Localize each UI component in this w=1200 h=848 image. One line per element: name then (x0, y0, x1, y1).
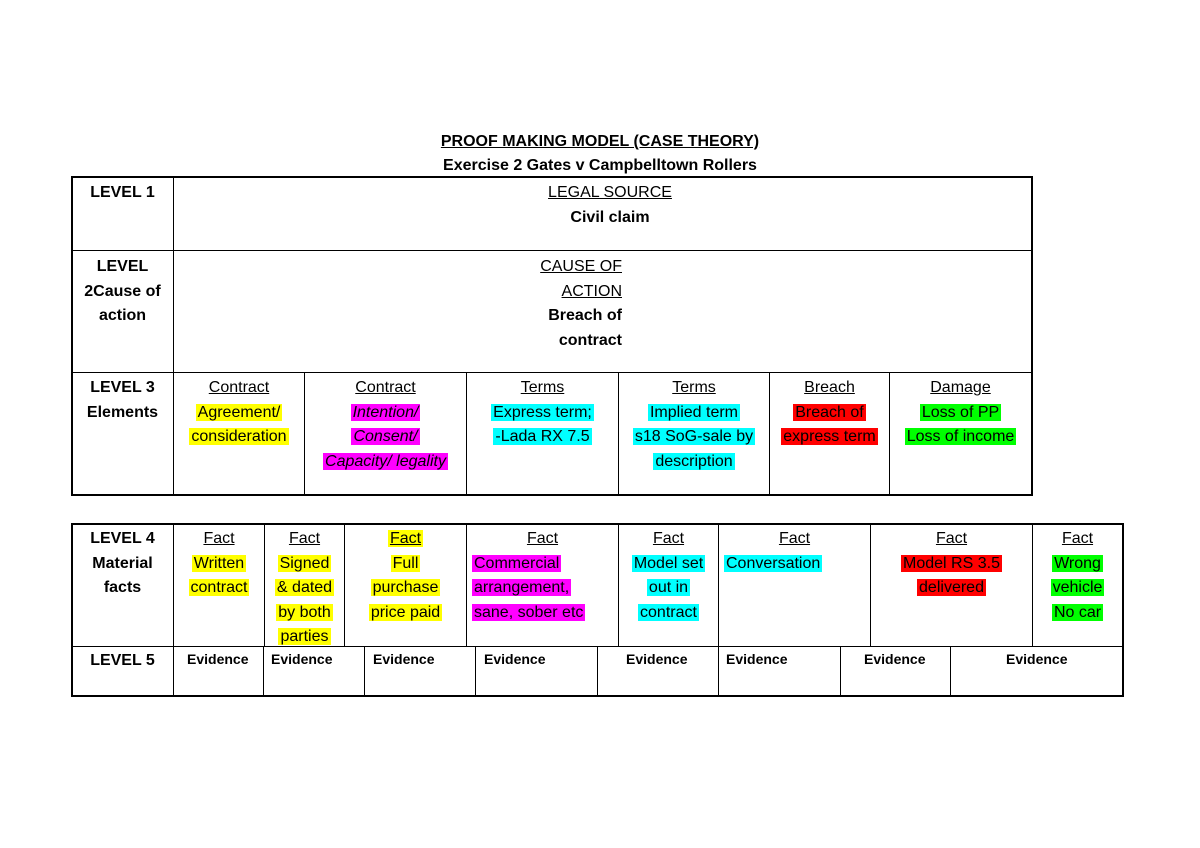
level2-value: Breach of (548, 307, 622, 324)
element-heading: Terms (520, 379, 565, 396)
element-text: Capacity/ legality (325, 452, 446, 470)
element-cell (619, 376, 769, 474)
element-text: Loss of PP (921, 403, 1000, 421)
level4-label-line: facts (103, 579, 142, 596)
fact-heading: Fact (203, 530, 235, 547)
fact-cell (619, 527, 718, 625)
level5-label: LEVEL 5 (90, 652, 155, 669)
element-text: Express term; (493, 403, 592, 421)
element-cell (770, 376, 889, 450)
fact-cell (871, 527, 1032, 601)
level4-label-line: Material (92, 554, 153, 572)
element-cell (890, 376, 1031, 450)
element-text: -Lada RX 7.5 (495, 428, 590, 445)
fact-heading: Fact (526, 530, 559, 547)
level2-content (502, 255, 622, 353)
element-text: consideration (191, 428, 287, 445)
element-cell (467, 376, 618, 450)
element-text: Implied term (649, 403, 739, 421)
fact-heading: Fact (389, 530, 422, 547)
fact-text: Model set (633, 554, 704, 572)
element-cell (305, 376, 466, 474)
fact-text: price paid (370, 603, 441, 621)
element-heading: Contract (208, 379, 270, 396)
evidence-cell: Evidence (1006, 651, 1068, 667)
fact-cell (467, 527, 618, 625)
fact-text: vehicle (1052, 579, 1103, 596)
fact-text: Commercial (474, 554, 560, 572)
evidence-cell: Evidence (373, 651, 435, 667)
fact-text: sane, sober etc (474, 603, 584, 621)
level1-label: LEVEL 1 (90, 184, 155, 201)
fact-cell (719, 527, 870, 576)
fact-cell (174, 527, 264, 601)
element-heading: Contract (355, 379, 416, 396)
fact-text: arrangement, (474, 579, 570, 596)
element-heading: Damage (930, 379, 991, 396)
evidence-col-divider (364, 647, 365, 696)
evidence-cell: Evidence (726, 651, 788, 667)
evidence-cell: Evidence (864, 651, 926, 667)
fact-heading: Fact (288, 530, 321, 547)
element-text: Intention/ (352, 403, 419, 421)
element-text: s18 SoG-sale by (634, 428, 754, 445)
level2-label-line: LEVEL (96, 258, 149, 275)
level2-label-line: action (98, 307, 147, 324)
fact-heading: Fact (1061, 530, 1094, 547)
level3-label (72, 376, 173, 425)
element-cell (174, 376, 304, 450)
fact-text: Wrong (1054, 554, 1101, 572)
element-text: Agreement/ (197, 403, 281, 421)
level4-label-line: LEVEL 4 (90, 530, 155, 547)
level1-heading: LEGAL SOURCE (548, 184, 672, 201)
page-subtitle: Exercise 2 Gates v Campbelltown Rollers (443, 157, 757, 174)
element-heading: Terms (672, 379, 716, 396)
level3-label-line: LEVEL 3 (90, 379, 155, 396)
fact-heading: Fact (778, 530, 811, 547)
fact-text: out in (648, 579, 689, 596)
fact-cell (265, 527, 344, 650)
evidence-cell: Evidence (484, 651, 546, 667)
level4-label (72, 527, 173, 601)
fact-text: contract (640, 603, 697, 621)
fact-text: & dated (276, 579, 333, 596)
evidence-col-divider (840, 647, 841, 696)
evidence-cell: Evidence (271, 651, 333, 667)
level2-label (72, 255, 173, 329)
fact-text: Conversation (726, 554, 821, 572)
level2-heading: ACTION (561, 282, 622, 300)
evidence-col-divider (597, 647, 598, 696)
evidence-col-divider (475, 647, 476, 696)
level2-value: contract (558, 331, 622, 349)
fact-heading: Fact (652, 530, 685, 547)
element-heading: Breach (804, 379, 855, 396)
evidence-col-divider (950, 647, 951, 696)
evidence-cell: Evidence (187, 651, 249, 667)
evidence-col-divider (263, 647, 264, 696)
fact-cell (345, 527, 466, 625)
evidence-col-divider (718, 647, 719, 696)
element-text: Consent/ (353, 428, 418, 445)
fact-text: parties (280, 628, 329, 645)
fact-text: contract (190, 579, 248, 596)
fact-text: Full (392, 554, 419, 572)
fact-text: Model RS 3.5 (903, 554, 1000, 572)
fact-heading: Fact (935, 530, 968, 547)
fact-text: delivered (919, 579, 984, 596)
element-text: description (655, 452, 733, 470)
level2-label-line: 2Cause of (84, 282, 161, 300)
fact-text: Written (193, 554, 245, 572)
fact-text: by both (278, 603, 331, 621)
level1-value: Civil claim (570, 208, 650, 226)
table1-row-divider-2 (72, 372, 1032, 373)
fact-text: Signed (279, 554, 330, 572)
level1-content (174, 181, 1046, 230)
element-text: Loss of income (906, 428, 1015, 445)
level3-label-line: Elements (86, 403, 159, 421)
evidence-cell: Evidence (626, 651, 688, 667)
element-text: Breach of (795, 403, 864, 421)
level2-heading: CAUSE OF (540, 258, 622, 275)
table1-row-divider-1 (72, 250, 1032, 251)
element-text: express term (783, 428, 876, 445)
fact-text: purchase (372, 579, 439, 596)
page-title: PROOF MAKING MODEL (CASE THEORY) (440, 133, 760, 150)
fact-text: No car (1053, 603, 1102, 621)
fact-cell (1033, 527, 1122, 625)
